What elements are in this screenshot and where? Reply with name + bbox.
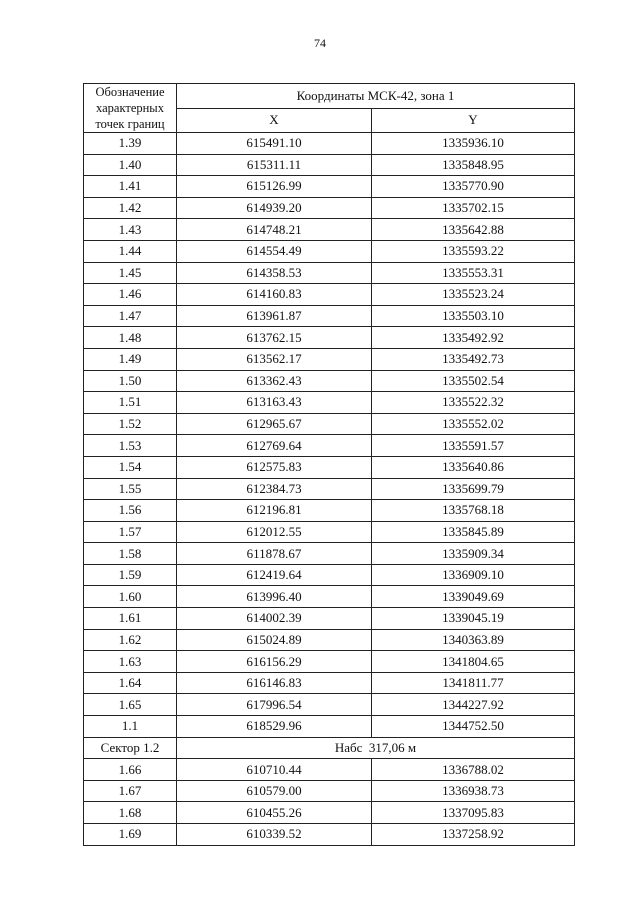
point-id-cell: 1.60 <box>84 586 177 608</box>
x-coordinate-cell: 615126.99 <box>177 176 372 198</box>
table-row <box>84 392 575 414</box>
point-id-cell: 1.48 <box>84 327 177 349</box>
table-row <box>84 284 575 306</box>
y-coordinate-cell: 1337258.92 <box>372 824 575 846</box>
sector-row <box>84 737 575 759</box>
y-coordinate-cell: 1336788.02 <box>372 759 575 781</box>
x-coordinate-cell: 614002.39 <box>177 608 372 630</box>
point-id-cell: 1.54 <box>84 456 177 478</box>
table-row <box>84 824 575 846</box>
y-coordinate-cell: 1335591.57 <box>372 435 575 457</box>
x-coordinate-cell: 615491.10 <box>177 133 372 155</box>
y-coordinate-cell: 1341804.65 <box>372 651 575 673</box>
point-id-cell: 1.68 <box>84 802 177 824</box>
table-row <box>84 694 575 716</box>
x-coordinate-cell: 612012.55 <box>177 521 372 543</box>
table-row <box>84 500 575 522</box>
y-coordinate-cell: 1335502.54 <box>372 370 575 392</box>
table-row <box>84 456 575 478</box>
table-row <box>84 759 575 781</box>
point-id-cell: 1.55 <box>84 478 177 500</box>
point-id-cell: 1.42 <box>84 197 177 219</box>
x-coordinate-cell: 610455.26 <box>177 802 372 824</box>
sector-label: Сектор 1.2 <box>84 737 177 759</box>
coordinates-table-body <box>84 84 575 846</box>
point-id-cell: 1.66 <box>84 759 177 781</box>
point-id-cell: 1.69 <box>84 824 177 846</box>
point-id-cell: 1.67 <box>84 780 177 802</box>
y-coordinate-cell: 1339049.69 <box>372 586 575 608</box>
y-coordinate-cell: 1335770.90 <box>372 176 575 198</box>
table-row <box>84 564 575 586</box>
table-row <box>84 716 575 738</box>
table-row <box>84 608 575 630</box>
y-coordinate-cell: 1344227.92 <box>372 694 575 716</box>
y-coordinate-cell: 1335552.02 <box>372 413 575 435</box>
table-row <box>84 478 575 500</box>
point-id-cell: 1.49 <box>84 348 177 370</box>
table-row <box>84 629 575 651</box>
point-id-cell: 1.61 <box>84 608 177 630</box>
x-coordinate-cell: 614939.20 <box>177 197 372 219</box>
x-coordinate-cell: 613961.87 <box>177 305 372 327</box>
y-coordinate-cell: 1336909.10 <box>372 564 575 586</box>
x-coordinate-cell: 613762.15 <box>177 327 372 349</box>
point-id-cell: 1.58 <box>84 543 177 565</box>
table-row <box>84 154 575 176</box>
y-coordinate-cell: 1336938.73 <box>372 780 575 802</box>
x-coordinate-cell: 610579.00 <box>177 780 372 802</box>
y-coordinate-cell: 1335936.10 <box>372 133 575 155</box>
x-coordinate-cell: 614748.21 <box>177 219 372 241</box>
table-row <box>84 413 575 435</box>
sector-note: Набс 317,06 м <box>177 737 575 759</box>
table-row <box>84 370 575 392</box>
x-coordinate-cell: 610710.44 <box>177 759 372 781</box>
x-coordinate-cell: 610339.52 <box>177 824 372 846</box>
point-id-cell: 1.39 <box>84 133 177 155</box>
table-row <box>84 240 575 262</box>
point-id-cell: 1.51 <box>84 392 177 414</box>
y-coordinate-cell: 1339045.19 <box>372 608 575 630</box>
point-id-cell: 1.47 <box>84 305 177 327</box>
table-row <box>84 133 575 155</box>
x-coordinate-cell: 612769.64 <box>177 435 372 457</box>
y-coordinate-cell: 1335642.88 <box>372 219 575 241</box>
x-coordinate-cell: 612965.67 <box>177 413 372 435</box>
x-coordinate-cell: 612384.73 <box>177 478 372 500</box>
y-coordinate-cell: 1335909.34 <box>372 543 575 565</box>
point-id-cell: 1.62 <box>84 629 177 651</box>
table-row <box>84 802 575 824</box>
x-coordinate-cell: 615311.11 <box>177 154 372 176</box>
header-coordinates-group: Координаты МСК-42, зона 1 <box>177 84 575 109</box>
y-coordinate-cell: 1335492.92 <box>372 327 575 349</box>
point-id-cell: 1.45 <box>84 262 177 284</box>
table-row <box>84 305 575 327</box>
point-id-cell: 1.59 <box>84 564 177 586</box>
x-coordinate-cell: 613163.43 <box>177 392 372 414</box>
point-id-cell: 1.56 <box>84 500 177 522</box>
y-coordinate-cell: 1335640.86 <box>372 456 575 478</box>
x-coordinate-cell: 612196.81 <box>177 500 372 522</box>
point-id-cell: 1.50 <box>84 370 177 392</box>
y-coordinate-cell: 1335848.95 <box>372 154 575 176</box>
y-coordinate-cell: 1335503.10 <box>372 305 575 327</box>
point-id-cell: 1.46 <box>84 284 177 306</box>
header-point-designation-line: Обозначение <box>95 85 165 99</box>
y-coordinate-cell: 1335768.18 <box>372 500 575 522</box>
table-row <box>84 651 575 673</box>
x-coordinate-cell: 612575.83 <box>177 456 372 478</box>
header-point-designation-line: точек границ <box>95 117 165 131</box>
table-row <box>84 586 575 608</box>
table-row <box>84 521 575 543</box>
y-coordinate-cell: 1341811.77 <box>372 672 575 694</box>
header-row-group <box>84 84 575 109</box>
x-coordinate-cell: 617996.54 <box>177 694 372 716</box>
table-row <box>84 176 575 198</box>
table-row <box>84 219 575 241</box>
table-row <box>84 348 575 370</box>
y-coordinate-cell: 1335845.89 <box>372 521 575 543</box>
table-row <box>84 327 575 349</box>
x-coordinate-cell: 613562.17 <box>177 348 372 370</box>
table-row <box>84 435 575 457</box>
point-id-cell: 1.64 <box>84 672 177 694</box>
y-coordinate-cell: 1344752.50 <box>372 716 575 738</box>
point-id-cell: 1.52 <box>84 413 177 435</box>
x-coordinate-cell: 613362.43 <box>177 370 372 392</box>
y-coordinate-cell: 1335699.79 <box>372 478 575 500</box>
header-point-designation <box>84 84 177 133</box>
x-coordinate-cell: 613996.40 <box>177 586 372 608</box>
table-row <box>84 197 575 219</box>
x-coordinate-cell: 616156.29 <box>177 651 372 673</box>
y-coordinate-cell: 1335553.31 <box>372 262 575 284</box>
x-coordinate-cell: 611878.67 <box>177 543 372 565</box>
table-row <box>84 672 575 694</box>
point-id-cell: 1.63 <box>84 651 177 673</box>
point-id-cell: 1.44 <box>84 240 177 262</box>
x-coordinate-cell: 618529.96 <box>177 716 372 738</box>
y-coordinate-cell: 1335593.22 <box>372 240 575 262</box>
y-coordinate-cell: 1335523.24 <box>372 284 575 306</box>
y-coordinate-cell: 1335702.15 <box>372 197 575 219</box>
x-coordinate-cell: 616146.83 <box>177 672 372 694</box>
coordinates-table <box>83 83 575 846</box>
header-y: Y <box>372 108 575 133</box>
header-x: X <box>177 108 372 133</box>
point-id-cell: 1.1 <box>84 716 177 738</box>
table-row <box>84 543 575 565</box>
table-row <box>84 262 575 284</box>
point-id-cell: 1.41 <box>84 176 177 198</box>
x-coordinate-cell: 615024.89 <box>177 629 372 651</box>
point-id-cell: 1.57 <box>84 521 177 543</box>
point-id-cell: 1.40 <box>84 154 177 176</box>
page-number: 74 <box>314 36 326 50</box>
y-coordinate-cell: 1337095.83 <box>372 802 575 824</box>
x-coordinate-cell: 614358.53 <box>177 262 372 284</box>
point-id-cell: 1.65 <box>84 694 177 716</box>
x-coordinate-cell: 612419.64 <box>177 564 372 586</box>
header-point-designation-line: характерных <box>96 101 164 115</box>
y-coordinate-cell: 1335522.32 <box>372 392 575 414</box>
x-coordinate-cell: 614554.49 <box>177 240 372 262</box>
y-coordinate-cell: 1340363.89 <box>372 629 575 651</box>
point-id-cell: 1.43 <box>84 219 177 241</box>
y-coordinate-cell: 1335492.73 <box>372 348 575 370</box>
point-id-cell: 1.53 <box>84 435 177 457</box>
x-coordinate-cell: 614160.83 <box>177 284 372 306</box>
table-row <box>84 780 575 802</box>
